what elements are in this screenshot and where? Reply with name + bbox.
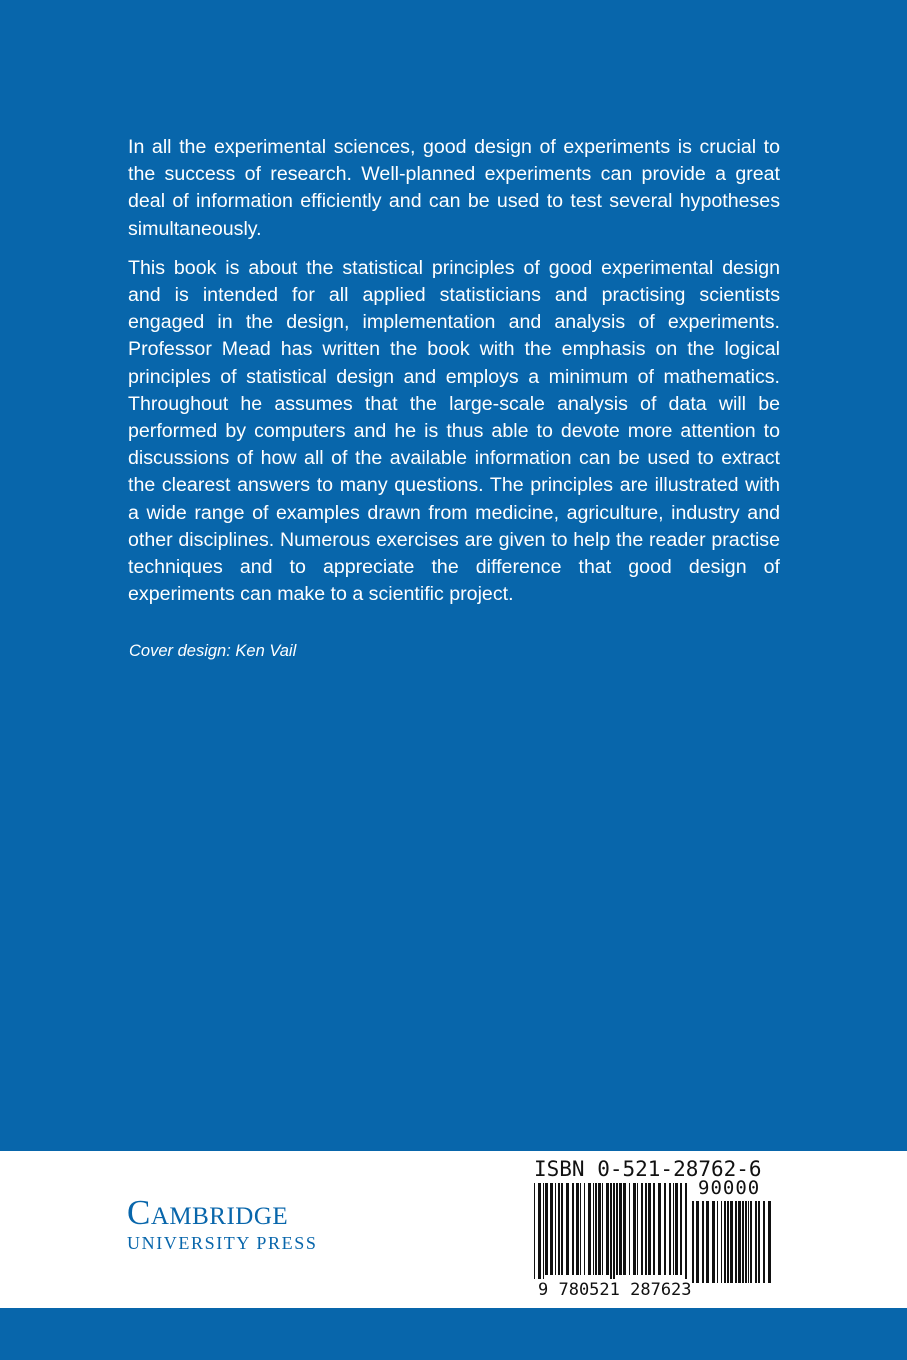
barcode-bar [602, 1183, 603, 1275]
barcode-bar [534, 1183, 535, 1279]
barcode-bar [555, 1183, 556, 1275]
barcode-bar [543, 1183, 544, 1279]
barcode-bar [561, 1183, 563, 1275]
blurb-paragraph-2: This book is about the statistical principles of good experimental design and is intended for all applied statisticians and practising scientists engaged in the design, implementation and analysis of experiments. Professor Mead has written the book with the emphasis on the logical principles of statistical design and employs a minimum of mathematics. Throughout he assumes that the large-scale analysis of data will be performed by computers and he is thus able to devote more attention to discussions of how all of the available information can be used to extract the clearest answers to many questions. The principles are illustrated with a wide range of examples drawn from medicine, agriculture, industry and other disciplines. Numerous exercises are given to help the reader practise techniques and to appreciate the difference that good design of experiments can make to a scientific project. [128, 256, 780, 606]
publisher-subtitle: UNIVERSITY PRESS [127, 1233, 318, 1253]
barcode-bar [610, 1183, 612, 1279]
barcode-bar [588, 1183, 591, 1275]
barcode-panel [528, 1151, 784, 1308]
barcode-bar [538, 1183, 541, 1279]
barcode-bar [580, 1183, 581, 1275]
barcode-bar [727, 1201, 729, 1283]
addon-barcode-icon [692, 1201, 774, 1283]
barcode-bar [735, 1201, 737, 1283]
barcode-bar [755, 1201, 757, 1283]
barcode-bar [545, 1183, 548, 1275]
barcode-bar [706, 1201, 709, 1283]
bottom-band [0, 1308, 907, 1360]
barcode-bar [641, 1183, 643, 1275]
barcode-bar [750, 1201, 752, 1283]
barcode-bar [745, 1201, 747, 1283]
barcode-bar [629, 1183, 630, 1275]
barcode-bar [717, 1201, 718, 1283]
barcode-bar [758, 1201, 760, 1283]
barcode-bar [619, 1183, 622, 1275]
barcode-bar [616, 1183, 618, 1275]
barcode-bar [550, 1183, 553, 1275]
barcode-bar [648, 1183, 651, 1275]
barcode-bar [680, 1183, 682, 1275]
cambridge-logo [127, 1195, 317, 1253]
barcode-bar [653, 1183, 655, 1275]
blurb-paragraph-1: In all the experimental sciences, good design of experiments is crucial to the success of research. Well-planned experiments can provide a great deal of information efficiently and can be used to test several hypotheses simultaneously. [128, 136, 780, 240]
barcode-bar [664, 1183, 666, 1275]
barcode-bar [595, 1183, 597, 1275]
barcode-bar [696, 1201, 699, 1283]
barcode-bar [768, 1201, 771, 1283]
barcode-bar [721, 1201, 722, 1283]
barcode-bar [748, 1201, 749, 1283]
cover-design-credit: Cover design: Ken Vail [129, 642, 297, 660]
price-addon-text: 90000 [698, 1177, 761, 1199]
barcode-bar [637, 1183, 638, 1275]
barcode-bar [584, 1183, 585, 1275]
barcode-bar [566, 1183, 569, 1275]
barcode-bar [685, 1183, 687, 1279]
barcode-bar [742, 1201, 744, 1283]
barcode-bar [558, 1183, 560, 1275]
barcode-bar [658, 1183, 661, 1275]
barcode-bar [738, 1201, 741, 1283]
barcode-bar [613, 1183, 615, 1279]
barcode-bar [645, 1183, 647, 1275]
isbn-text: ISBN 0-521-28762-6 [534, 1157, 762, 1181]
barcode-bar [673, 1183, 674, 1275]
back-cover-blurb [128, 134, 780, 620]
barcode-bar [593, 1183, 594, 1275]
barcode-bar [633, 1183, 636, 1275]
barcode-bar [730, 1201, 733, 1283]
publisher-name: Cambridge [127, 1193, 289, 1232]
ean-barcode-icon [534, 1183, 690, 1279]
barcode-bar [712, 1201, 715, 1283]
ean-number-text: 9 780521 287623 [538, 1280, 692, 1300]
footer-panel [0, 1151, 907, 1308]
barcode-bar [572, 1183, 574, 1275]
barcode-bar [669, 1183, 671, 1275]
barcode-bar [623, 1183, 626, 1275]
barcode-bar [702, 1201, 704, 1283]
barcode-bar [675, 1183, 678, 1275]
barcode-bar [598, 1183, 601, 1275]
barcode-bar [576, 1183, 579, 1275]
barcode-bar [692, 1201, 694, 1283]
barcode-bar [606, 1183, 609, 1275]
barcode-bar [763, 1201, 765, 1283]
barcode-bar [724, 1201, 726, 1283]
